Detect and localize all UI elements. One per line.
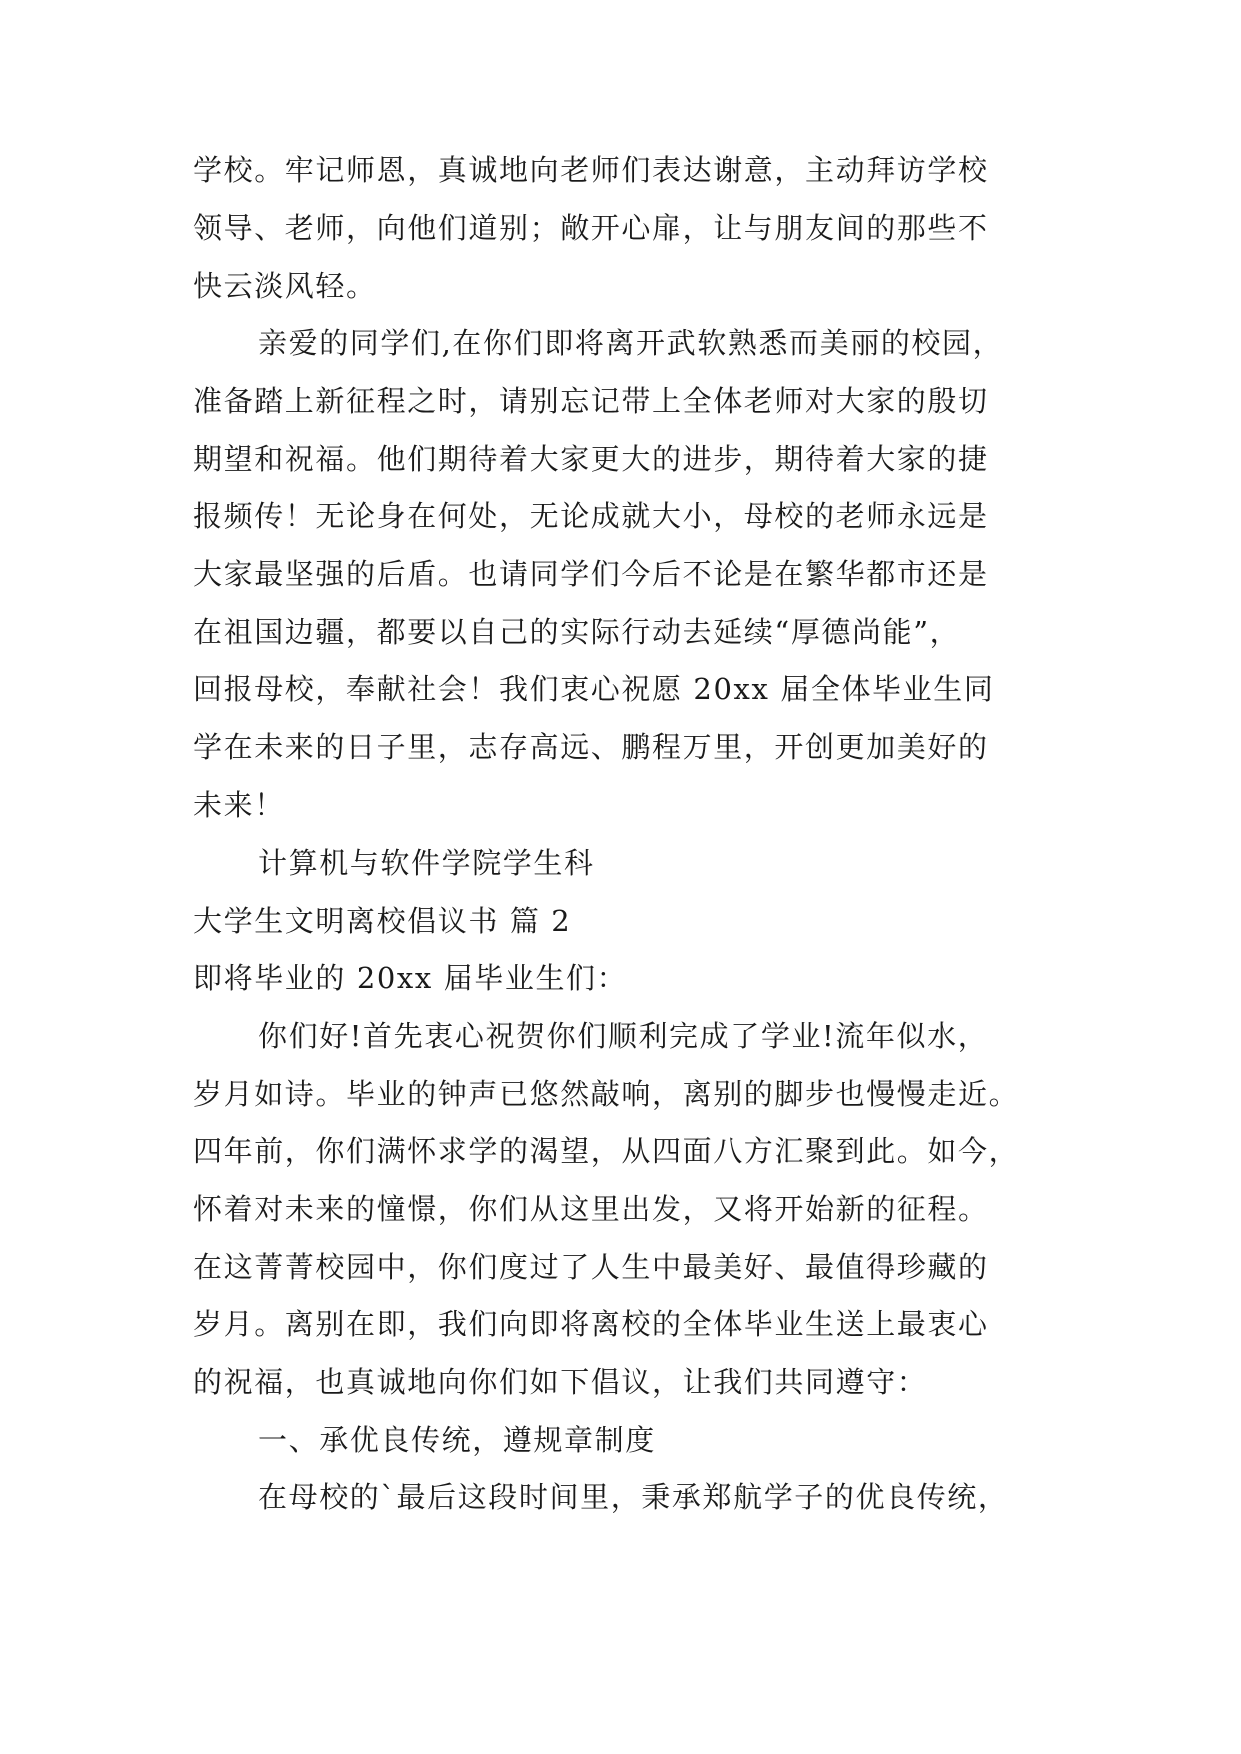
- text-line: 岁月如诗。毕业的钟声已悠然敲响，离别的脚步也慢慢走近。: [193, 1077, 1020, 1111]
- text-line: 在祖国边疆，都要以自己的实际行动去延续“厚德尚能”，: [193, 615, 961, 649]
- text-line: 的祝福，也真诚地向你们如下倡议，让我们共同遵守：: [193, 1365, 928, 1399]
- text-line: 学校。牢记师恩，真诚地向老师们表达谢意，主动拜访学校: [193, 153, 989, 187]
- text-line: 怀着对未来的憧憬，你们从这里出发，又将开始新的征程。: [193, 1192, 989, 1226]
- text-line: 在母校的`最后这段时间里，秉承郑航学子的优良传统，: [258, 1480, 1009, 1514]
- text-line: 报频传！无论身在何处，无论成就大小，母校的老师永远是: [193, 499, 989, 533]
- text-line: 学在未来的日子里，志存高远、鹏程万里，开创更加美好的: [193, 730, 989, 764]
- text-line: 大家最坚强的后盾。也请同学们今后不论是在繁华都市还是: [193, 557, 989, 591]
- text-line: 快云淡风轻。: [193, 269, 377, 303]
- text-line: 领导、老师，向他们道别；敞开心扉，让与朋友间的那些不: [193, 211, 989, 245]
- text-line: 未来！: [193, 788, 285, 822]
- text-line: 亲爱的同学们,在你们即将离开武软熟悉而美丽的校园，: [258, 326, 1004, 360]
- subheading: 一、承优良传统，遵规章制度: [258, 1423, 656, 1457]
- text-line: 期望和祝福。他们期待着大家更大的进步，期待着大家的捷: [193, 442, 989, 476]
- text-line: 岁月。离别在即，我们向即将离校的全体毕业生送上最衷心: [193, 1307, 989, 1341]
- section-title: 大学生文明离校倡议书 篇 2: [193, 904, 572, 938]
- text-line: 你们好!首先衷心祝贺你们顺利完成了学业!流年似水，: [258, 1019, 989, 1053]
- text-line: 四年前，你们满怀求学的渴望，从四面八方汇聚到此。如今，: [193, 1134, 1020, 1168]
- text-line: 准备踏上新征程之时，请别忘记带上全体老师对大家的殷切: [193, 384, 989, 418]
- text-line: 在这菁菁校园中，你们度过了人生中最美好、最值得珍藏的: [193, 1250, 989, 1284]
- text-line: 回报母校，奉献社会！我们衷心祝愿 20xx 届全体毕业生同: [193, 672, 995, 706]
- signature-line: 计算机与软件学院学生科: [258, 846, 595, 880]
- salutation: 即将毕业的 20xx 届毕业生们：: [193, 961, 628, 995]
